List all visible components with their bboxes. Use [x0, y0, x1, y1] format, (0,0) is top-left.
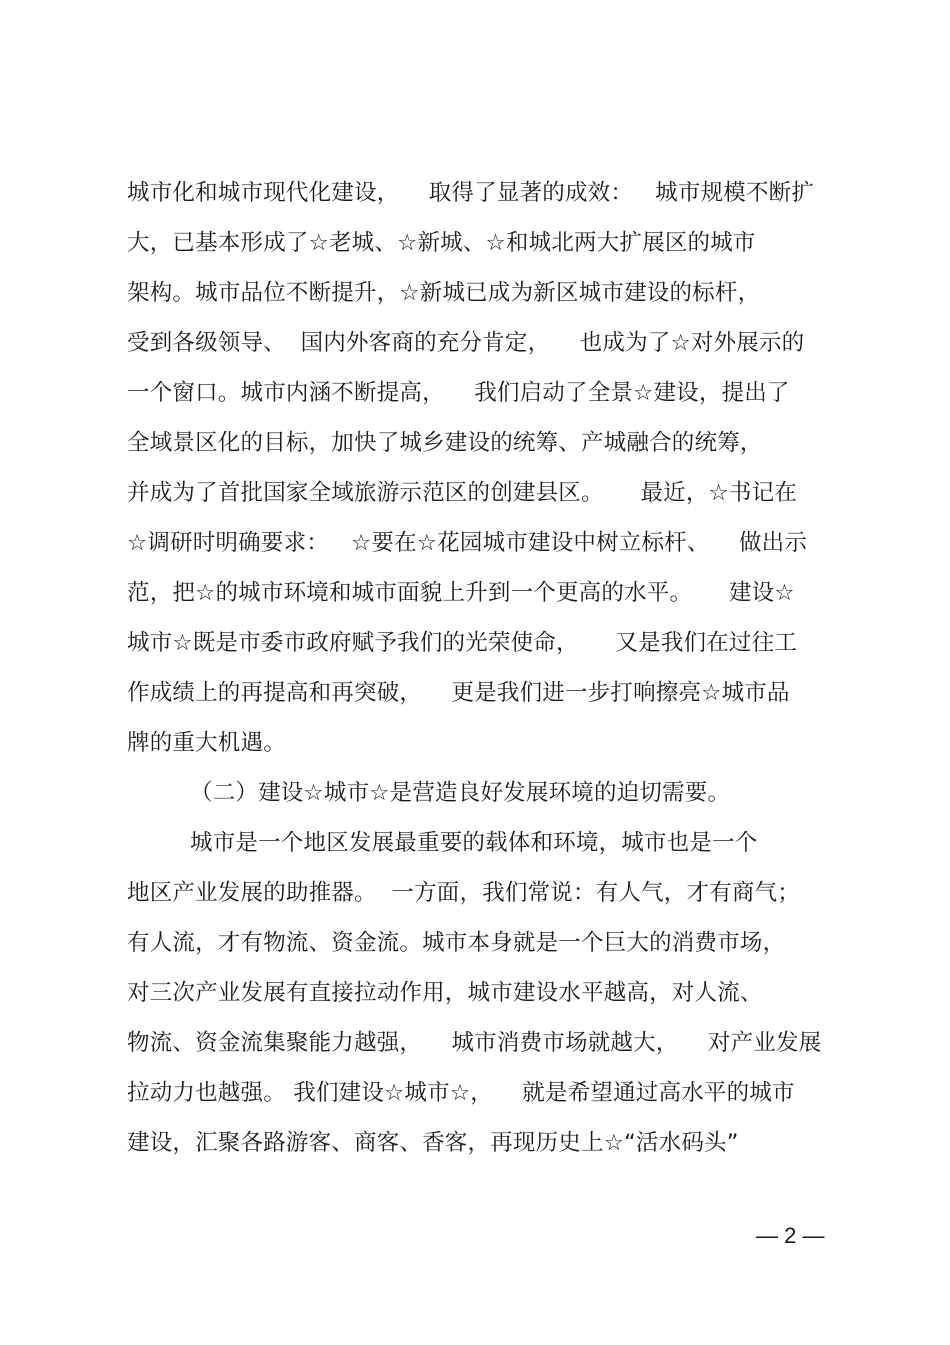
text-line: 并成为了首批国家全域旅游示范区的创建县区。 最近，☆书记在	[127, 480, 798, 506]
text-line: 城市是一个地区发展最重要的载体和环境，城市也是一个	[190, 830, 758, 856]
text-line: 对三次产业发展有直接拉动作用，城市建设水平越高，对人流、	[127, 980, 763, 1006]
text-line: 城市☆既是市委市政府赋予我们的光荣使命， 又是我们在过往工	[127, 630, 798, 656]
text-line: 有人流，才有物流、资金流。城市本身就是一个巨大的消费市场，	[127, 930, 786, 956]
section-heading: （二）建设☆城市☆是营造良好发展环境的迫切需要。	[190, 780, 731, 806]
text-line: 牌的重大机遇。	[127, 730, 286, 756]
text-line: 作成绩上的再提高和再突破， 更是我们进一步打响擦亮☆城市品	[127, 680, 790, 706]
text-line: 架构。城市品位不断提升，☆新城已成为新区城市建设的标杆，	[127, 280, 761, 306]
text-line: 一个窗口。城市内涵不断提高， 我们启动了全景☆建设，提出了	[127, 380, 790, 406]
text-line: 地区产业发展的助推器。 一方面，我们常说：有人气，才有商气；	[127, 880, 801, 906]
page-number: — 2 —	[756, 1223, 825, 1248]
text-line: 物流、资金流集聚能力越强， 城市消费市场就越大， 对产业发展	[127, 1030, 822, 1056]
text-line: 拉动力也越强。 我们建设☆城市☆， 就是希望通过高水平的城市	[127, 1080, 795, 1106]
text-line: 大，已基本形成了☆老城、☆新城、☆和城北两大扩展区的城市	[127, 230, 756, 256]
text-line: ☆调研时明确要求： ☆要在☆花园城市建设中树立标杆、 做出示	[127, 530, 808, 556]
text-line: 全域景区化的目标，加快了城乡建设的统筹、产城融合的统筹，	[127, 430, 763, 456]
text-line: 城市化和城市现代化建设， 取得了显著的成效： 城市规模不断扩	[127, 180, 815, 206]
text-line: 范，把☆的城市环境和城市面貌上升到一个更高的水平。 建设☆	[127, 580, 795, 606]
text-line: 受到各级领导、 国内外客商的充分肯定， 也成为了☆对外展示的	[127, 330, 805, 356]
text-line: 建设，汇聚各路游客、商客、香客，再现历史上☆“活水码头”	[127, 1130, 739, 1156]
